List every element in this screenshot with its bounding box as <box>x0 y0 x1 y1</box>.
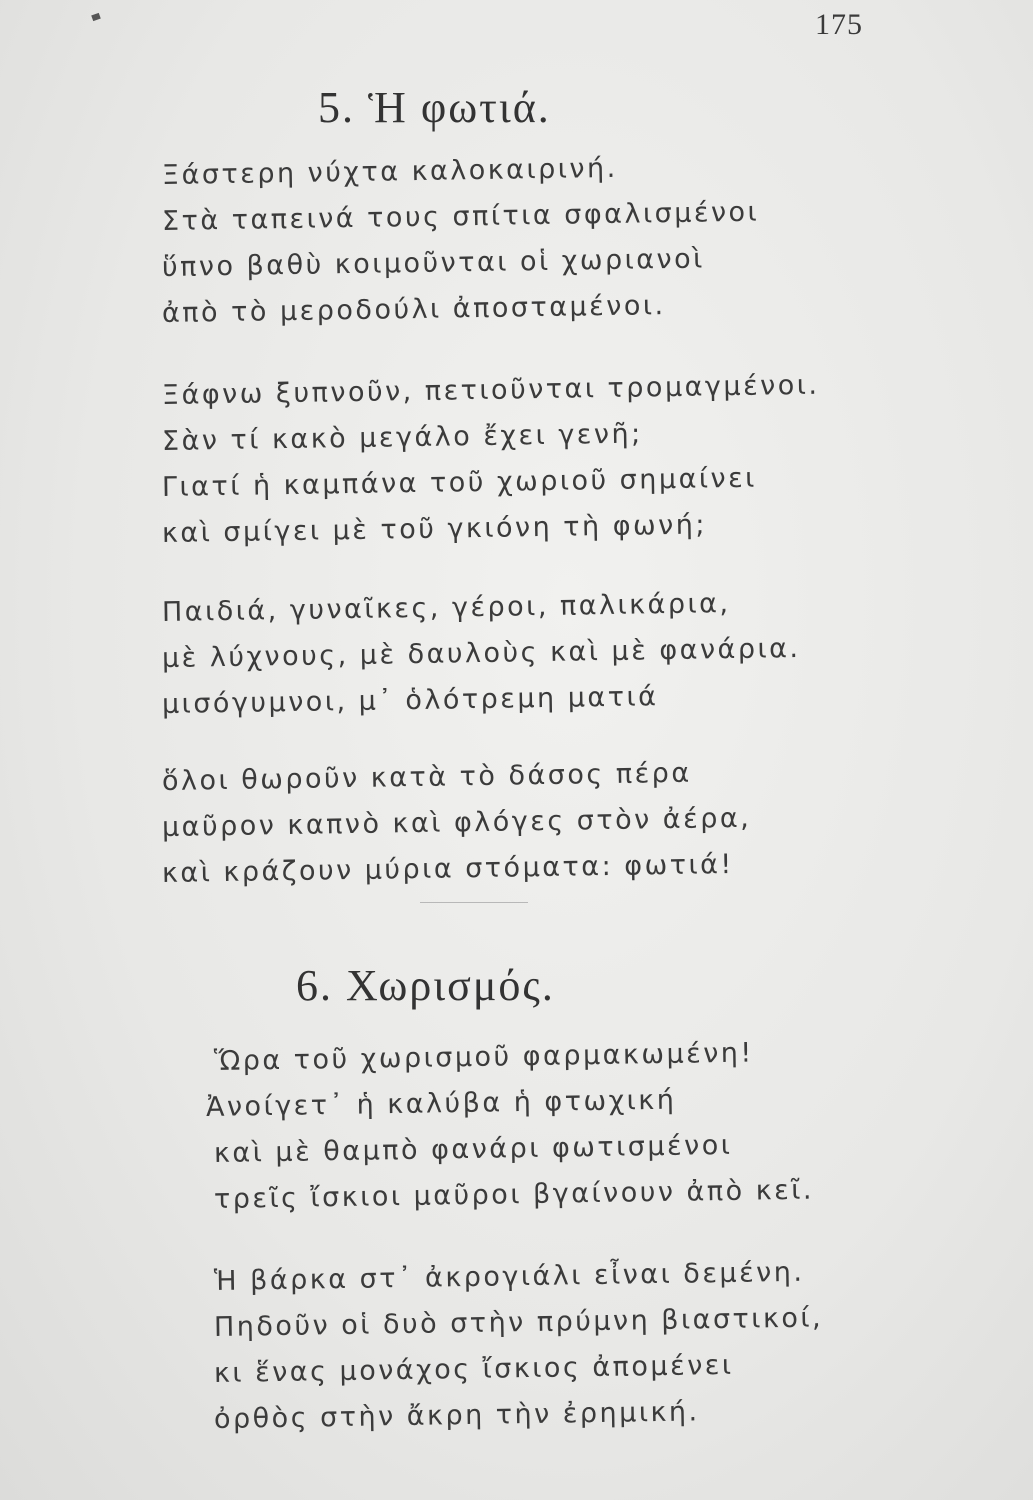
verse-line: Σὰν τί κακὸ μεγάλο ἔχει γενῆ; <box>161 418 643 457</box>
verse-line: Στὰ ταπεινά τους σπίτια σφαλισμένοι <box>161 196 760 237</box>
page-number: 175 <box>815 8 863 41</box>
verse-line: Ὥρα τοῦ χωρισμοῦ φαρμακωμένη! <box>213 1037 754 1077</box>
verse-line: ὀρθὸς στὴν ἄκρη τὴν ἐρημική. <box>213 1396 700 1435</box>
verse-line: Παιδιά, γυναῖκες, γέροι, παλικάρια, <box>161 588 731 628</box>
verse-line: μὲ λύχνους, μὲ δαυλοὺς καὶ μὲ φανάρια. <box>161 632 801 674</box>
verse-line: ὅλοι θωροῦν κατὰ τὸ δάσος πέρα <box>161 757 692 797</box>
verse-line: ἀπὸ τὸ μεροδούλι ἀποσταμένοι. <box>161 290 666 329</box>
verse-line: μαῦρον καπνὸ καὶ φλόγες στὸν ἀέρα, <box>161 802 752 843</box>
verse-line: καὶ κράζουν μύρια στόματα: φωτιά! <box>161 849 734 889</box>
verse-line: Γιατί ἡ καμπάνα τοῦ χωριοῦ σημαίνει <box>161 462 758 503</box>
poem-title: 6. Χωρισμός. <box>296 961 555 1010</box>
verse-line: Ξάφνω ξυπνοῦν, πετιοῦνται τρομαγμένοι. <box>161 369 820 411</box>
verse-line: Πηδοῦν οἱ δυὸ στὴν πρύμνη βιαστικοί, <box>213 1302 824 1343</box>
ink-mark <box>91 13 101 21</box>
verse-line: Ἡ βάρκα στ᾽ ἀκρογιάλι εἶναι δεμένη. <box>213 1256 805 1297</box>
verse-line: Ξάστερη νύχτα καλοκαιρινή. <box>161 152 618 191</box>
verse-line: καὶ μὲ θαμπὸ φανάρι φωτισμένοι <box>213 1129 733 1169</box>
section-divider <box>420 902 528 903</box>
verse-line: Ἀνοίγετ᾽ ἡ καλύβα ἡ φτωχική <box>205 1084 677 1123</box>
verse-line: κι ἕνας μονάχος ἴσκιος ἀπομένει <box>213 1349 734 1389</box>
poem-title: 5. Ἡ φωτιά. <box>318 83 551 132</box>
verse-line: ὕπνο βαθὺ κοιμοῦνται οἱ χωριανοὶ <box>161 243 705 283</box>
verse-line: καὶ σμίγει μὲ τοῦ γκιόνη τὴ φωνή; <box>161 509 708 549</box>
verse-line: μισόγυμνοι, μ᾽ ὁλότρεμη ματιά <box>161 681 659 720</box>
verse-line: τρεῖς ἴσκιοι μαῦροι βγαίνουν ἀπὸ κεῖ. <box>213 1174 815 1215</box>
